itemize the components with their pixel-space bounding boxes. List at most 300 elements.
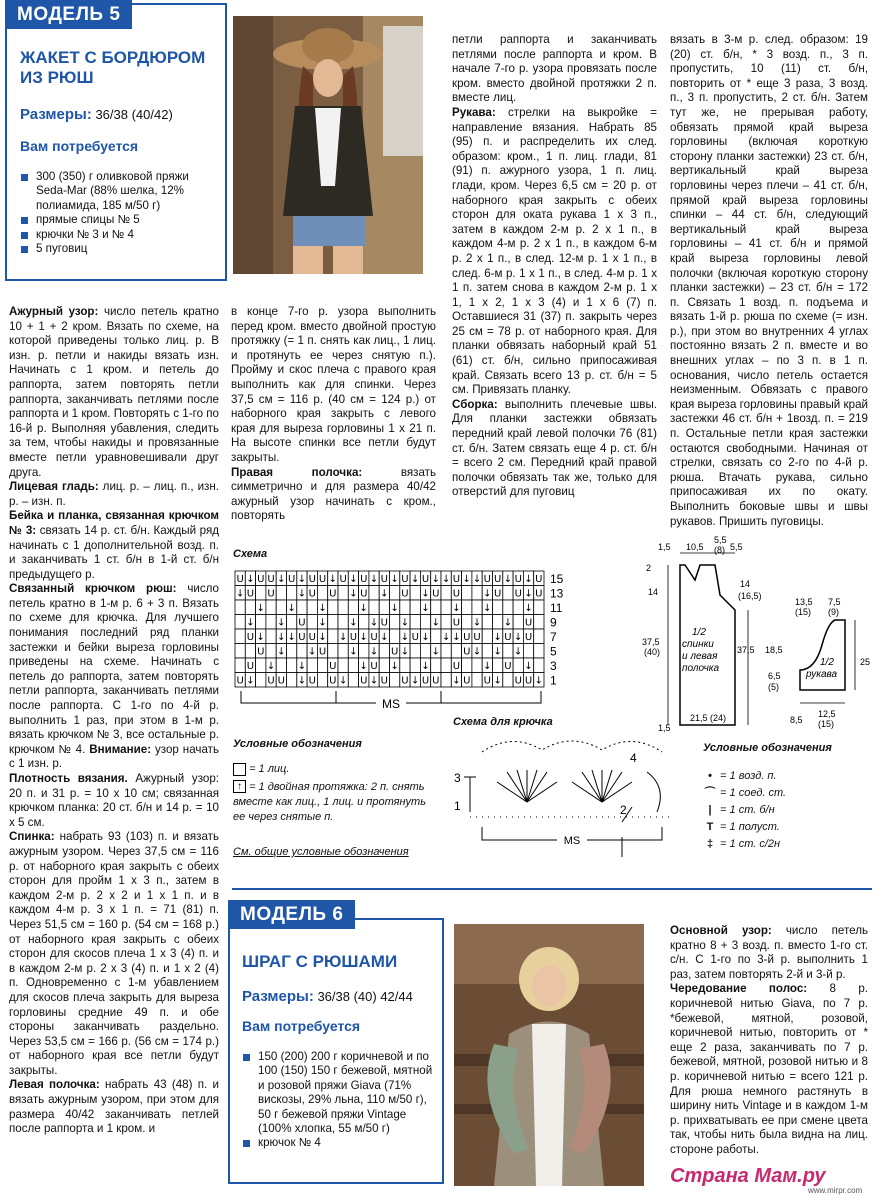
- dim-25: 25: [860, 657, 871, 667]
- chart-cell: [472, 600, 482, 615]
- chart-symbol: ↓: [246, 574, 255, 585]
- paragraph-heading: Плотность вязания.: [9, 772, 128, 785]
- chart-symbol: U: [473, 632, 481, 643]
- chart-cell: [441, 644, 451, 659]
- chart-cell: [462, 658, 472, 673]
- chart-symbol: U: [401, 588, 409, 600]
- chart-symbol: ↓: [503, 574, 513, 585]
- chart-cell: [317, 658, 327, 673]
- chart-cell: [482, 615, 492, 630]
- model5-text-column-4: вязать в 3-м р. след. образом: 19 (20) ст. б/н, * 3 возд. п., 3 п. пропустить, 10 (11) ст. б/н, повторить от * еще 3 раза, 3 возд. п., 3 п. пропустить, 2 ст. б/н. Затем тут же, не прерывая работу, обвязать прямой край выреза горловины (включая короткую сторону планки застежки) 23 ст. б/н, вертикальный край выреза горловины через плечи – 41 ст. б/н, прямой край выреза горловины спинки – 44 ст. б/н, следующий вертикальный край выреза горловины – 41 ст. б/н и прямой край выреза горловины левой полочки (включая короткую сторону планки застежки) – 23 ст. б/н = 172 п. Связать 1 возд. п. подъема и вязать 1-й р. рюша по схеме (= изн. р.), при этом во внутренних 4 углах постоянно вязать 2 п. вместе и во внешних углах – по 3 п. в 1 п. основания, число петель остается неизменным. Обвязать с правого края выреза горловины правый край застежки 46 ст. б/н + 1возд. п. = 219 п. Остальные петли края застежки остаются свободными. Начиная от стрелки, связать со 2-го по 4-й р. рюша. Втачать рукава, сильно припосаживая их по окату. Выполнить боковые швы и швы рукавов. Пришить пуговицы.: [670, 33, 868, 528]
- paragraph-heading: Левая полочка:: [9, 1078, 100, 1092]
- chart-symbol: ↓: [411, 574, 420, 585]
- model6-need-title: Вам потребуется: [242, 1018, 361, 1034]
- text-paragraph: [9, 305, 219, 480]
- chart-cell: [390, 629, 400, 644]
- chart-symbol: U: [246, 661, 255, 672]
- chart-symbol: ↓: [277, 646, 286, 658]
- chart-cell: [513, 600, 523, 615]
- chart-cell: [287, 586, 297, 601]
- legend2-text: = 1 соед. ст.: [717, 787, 787, 799]
- chart-symbol: ↓: [318, 603, 327, 614]
- chart-symbol: U: [257, 574, 265, 585]
- dim-2: 2: [646, 563, 652, 573]
- chart-symbol: U: [267, 574, 275, 585]
- chart-symbol: ↓: [503, 617, 513, 629]
- chart-symbol: U: [411, 632, 419, 643]
- dim-14-right: 14: [740, 579, 751, 589]
- model6-photo: [454, 924, 644, 1186]
- chart-row-number: 5: [550, 644, 557, 659]
- chart-cell: [276, 586, 286, 601]
- chart-symbol: U: [463, 646, 471, 658]
- chart-symbol: ↓: [369, 646, 379, 658]
- legend-decrease-text: = 1 двойная протяжка: 2 п. снять вместе как лиц., 1 лиц. и протянуть ее через снятые п.: [233, 781, 426, 823]
- chart-symbol: U: [370, 632, 378, 643]
- chart-cell: [503, 600, 513, 615]
- chart-symbol: ↓: [431, 574, 441, 585]
- chart-symbol: ↓: [308, 646, 317, 658]
- attention-text: узор начать с 1 изн. р.: [9, 742, 219, 771]
- chart-symbol: ↓: [452, 675, 461, 687]
- chart-symbol: ↓: [524, 588, 533, 600]
- chart-symbol: U: [308, 632, 316, 643]
- paragraph-text: число петель кратно в 1-м р. 6 + 3 п. Вязать по схеме для крючка. Для лучшего понимания последний ряд планки застежки и бейки выреза горловины приведены на схеме. Начинать с петель до раппорта, затем повторять петли раппорта, заканчивать петлями после раппорта. С 1-го по 4-й р. выполнить 1 раз, при этом в 1-м р. вязать крючком № 3, все остальные р. крючком № 4.: [9, 582, 219, 756]
- chart-cell: [256, 673, 266, 688]
- body-pattern-diagram: [640, 535, 770, 735]
- chart-symbol: ↓: [472, 574, 482, 585]
- chart-row-number: 9: [550, 615, 557, 630]
- chart-symbol: U: [463, 632, 471, 643]
- chart-cell: [235, 658, 245, 673]
- chart-symbol: U: [524, 617, 533, 629]
- legend2-text: = 1 полуст.: [717, 821, 780, 833]
- dim-14-left: 14: [648, 587, 659, 597]
- half-double-icon: T: [706, 821, 714, 833]
- chart-cell: [245, 600, 255, 615]
- chart-cell: [276, 600, 286, 615]
- chart-symbol: U: [277, 675, 286, 687]
- chart-symbol: U: [514, 588, 522, 600]
- chart-symbol: U: [308, 675, 316, 687]
- chart-symbol: U: [390, 646, 399, 658]
- chart-cell: [287, 658, 297, 673]
- material-item: 150 (200) 200 г коричневой и по 100 (150) 150 г бежевой, мятной и розовой пряжи Giava (71% вискозы, 29% льна, 110 м/50 г), 50 г бежевой пряжи Vintage (100% хлопка, 55 м/50 г): [242, 1050, 437, 1136]
- dim-5: (5): [768, 682, 779, 692]
- chart-cell: [400, 600, 410, 615]
- model6-title: ШРАГ С РЮШАМИ: [242, 952, 398, 971]
- chart-symbol: ↓: [338, 632, 348, 643]
- chart-symbol: ↓: [441, 574, 451, 585]
- model6-sizes: [242, 988, 413, 1005]
- chart-cell: [462, 600, 472, 615]
- sleeve-pattern-diagram: [760, 595, 880, 735]
- legend-knit: [233, 762, 433, 777]
- chart-symbol: ↓: [328, 574, 338, 585]
- chart-symbol: ↓: [277, 574, 286, 585]
- chart-symbol: U: [452, 588, 461, 600]
- chart-symbol: U: [298, 617, 306, 629]
- dim-15b: (15): [818, 719, 835, 729]
- chart-symbol: ↓: [421, 632, 430, 643]
- chart-cell: [338, 644, 348, 659]
- text-paragraph: [9, 582, 219, 772]
- paragraph-text: Ажурный узор: 20 п. и 31 р. = 10 х 10 см; связанная крючком планка: 20 ст. б/н и 14 р. = 10 х 5 см.: [9, 772, 219, 829]
- paragraph-text: число петель кратно 8 + 3 возд. п. вместо 1-го ст. с/н. С 1-го по 3-й р. выполнить 1 раз, затем повторять 2-й и 3-й р.: [670, 924, 868, 981]
- legend2-text: = 1 возд. п.: [717, 770, 777, 782]
- paragraph-text: набрать 93 (103) п. и вязать ажурным узором. Через 37,5 см = 116 р. от наборного края закрыть с обеих сторон для пройм 1 х 3 п., затем в каждом 2-м р. 2 х 2 и 1 х 1 п. и в каждом 4-м р. 3 х 1 п. = 71 (81) п. Через 51,5 см = 160 р. (54 см = 168 р.) от наборного края закрыть с обеих сторон для скосов плеча 1 х 3 (4) п. и в каждом 2-м р. 2 х 3 (4) п. и 1 х 2 (4) п. Одновременно с 1-м убавлением для скосов плеча закрыть для выреза горловины средние 49 п. и обе стороны заканчивать раздельно. Через 53,5 см = 166 р. (56 см = 174 р.) от наборного края все петли будут закрыты.: [9, 830, 219, 1077]
- material-item: прямые спицы № 5: [20, 213, 215, 227]
- paragraph-text: в конце 7-го р. узора выполнить перед кром. вместо двойной простую протяжку (= 1 п. снять как лиц., 1 лиц. и протянуть ее через снятую п.). Пройму и скос плеча с правого края выполнить как для спинки. Через 37,5 см = 116 р. (40 см = 124 р.) от наборного края закрыть с левого края для выреза горловины 1 х 21 п. На высоте спинки все петли будут закрыты.: [231, 305, 436, 464]
- chart-symbol: ↓: [266, 661, 276, 672]
- chart-symbol: ↓: [359, 632, 368, 643]
- dim-13-5: 13,5: [795, 597, 813, 607]
- dim-6-5: 6,5: [768, 671, 781, 681]
- chart-cell: [287, 644, 297, 659]
- chart-symbol: U: [349, 632, 358, 643]
- paragraph-text: вязать симметрично и для размера 40/42 ажурный узор начинать с кром., повторять: [231, 465, 436, 523]
- chart-symbol: ↓: [369, 574, 379, 585]
- dim-15: (15): [795, 607, 812, 617]
- chart-cell: [359, 615, 369, 630]
- text-paragraph: [670, 982, 868, 1157]
- chart-symbol: U: [483, 675, 492, 687]
- dim-8: (8): [714, 545, 725, 555]
- chart-symbol: U: [380, 675, 389, 687]
- chart-cell: [369, 586, 379, 601]
- chart-symbol: ↓: [421, 588, 430, 600]
- chart-cell: [523, 644, 533, 659]
- chart-cell: [503, 586, 513, 601]
- crochet-row-1: 1: [454, 799, 461, 813]
- chart-symbol: U: [504, 661, 512, 672]
- chart-cell: [534, 658, 544, 673]
- chart-symbol: U: [360, 675, 368, 687]
- paragraph-heading: Правая полочка:: [231, 465, 363, 479]
- chart-symbol: U: [452, 661, 461, 672]
- chart-symbol: ↓: [411, 675, 420, 687]
- chart-symbol: ↓: [483, 588, 492, 600]
- double-decrease-icon: ↑: [233, 780, 246, 793]
- chart-cell: [348, 600, 358, 615]
- chart-row-number: 1: [550, 673, 557, 688]
- chart-symbol: ↓: [256, 632, 265, 643]
- chart-ms-label: MS: [382, 697, 400, 711]
- chart-symbol: ↓: [534, 675, 544, 687]
- text-paragraph: [231, 466, 436, 524]
- text-paragraph: [452, 33, 657, 106]
- chart-symbol: ↓: [483, 661, 492, 672]
- paragraph-heading: Чередование полос:: [670, 982, 808, 996]
- chart-symbol: ↓: [524, 603, 533, 614]
- chart-symbol: U: [380, 617, 389, 629]
- chart-cell: [307, 600, 317, 615]
- sleeve-pattern-label: 1/2 рукава: [806, 657, 838, 680]
- chart-symbol: ↓: [431, 617, 441, 629]
- chart-row-number: 13: [550, 586, 564, 601]
- chart-symbol: ↓: [452, 603, 461, 614]
- legend2-text: = 1 ст. б/н: [717, 804, 775, 816]
- chart-symbol: U: [421, 574, 430, 585]
- chart-row-number: 11: [550, 601, 563, 615]
- chart-symbol: U: [298, 632, 306, 643]
- chart-symbol: U: [504, 632, 512, 643]
- chart-symbol: U: [308, 588, 316, 600]
- chart-symbol: U: [401, 574, 409, 585]
- chart-symbol: ↓: [246, 675, 255, 687]
- attention-label: Внимание:: [89, 742, 152, 756]
- chart-symbol: ↓: [483, 603, 492, 614]
- chart-symbol: ↓: [452, 632, 461, 643]
- model6-photo-illustration: [454, 924, 644, 1186]
- chart-cell: [338, 586, 348, 601]
- crochet-chart: [452, 732, 692, 862]
- chart-cell: [317, 673, 327, 688]
- chart-cell: [338, 615, 348, 630]
- dim-1-5-top: 1,5: [658, 542, 671, 552]
- svg-text:13,5 (15) 7,5 (9): [765, 597, 873, 729]
- chart-symbol: U: [514, 574, 522, 585]
- chart-cell: [338, 600, 348, 615]
- chart-cell: [276, 658, 286, 673]
- knit-symbol-icon: [233, 763, 246, 776]
- chart-symbol: ↓: [349, 617, 358, 629]
- paragraph-text: выполнить плечевые швы. Для планки застежки обвязать передний край левой полочки 76 (81) ст. б/н. Затем связать еще 4 р. ст. б/н = всего 2 см. Передний край правой полочки обвязать так же, только для отверстий для пуговиц: [452, 397, 657, 499]
- chart-cell: [235, 615, 245, 630]
- chart-symbol: ↓: [514, 646, 523, 658]
- chart-cell: [235, 644, 245, 659]
- model6-sizes-label: Размеры:: [242, 988, 314, 1005]
- chart-cell: [379, 644, 389, 659]
- scheme-label: Схема: [233, 548, 268, 560]
- legend2-item: [703, 802, 873, 819]
- model6-materials: [242, 1050, 437, 1151]
- material-item: крючки № 3 и № 4: [20, 228, 215, 242]
- legend2-item: [703, 768, 873, 785]
- chart-symbol: U: [514, 675, 522, 687]
- chart-cell: [379, 600, 389, 615]
- chart-symbol: ↓: [514, 632, 523, 643]
- chart-cell: [287, 615, 297, 630]
- chart-symbol: U: [463, 675, 471, 687]
- paragraph-text: набрать 43 (48) п. и вязать ажурным узором, при этом для размера 40/42 заканчивать петлей после раппорта и 1 кром. и: [9, 1078, 219, 1136]
- model5-title-line1: ЖАКЕТ С БОРДЮРОМ: [20, 48, 206, 67]
- chart-cell: [513, 615, 523, 630]
- chart-cell: [328, 629, 338, 644]
- chart-cell: [462, 586, 472, 601]
- chart-cell: [390, 673, 400, 688]
- knitting-chart: [231, 565, 571, 715]
- paragraph-heading: Ажурный узор:: [9, 305, 99, 318]
- chart-symbol: U: [257, 646, 265, 658]
- dim-21-5: 21,5 (24): [690, 713, 727, 723]
- chart-symbol: U: [339, 574, 347, 585]
- chart-symbol: U: [452, 617, 461, 629]
- chart-cell: [400, 658, 410, 673]
- chart-symbol: ↓: [287, 603, 296, 614]
- chart-cell: [297, 644, 307, 659]
- chart-cell: [482, 629, 492, 644]
- chart-cell: [534, 600, 544, 615]
- chart-symbol: ↓: [338, 675, 348, 687]
- chart-cell: [235, 600, 245, 615]
- chart-symbol: ↓: [297, 661, 307, 672]
- paragraph-text: стрелки на выкройке = направление вязания. Набрать 85 (95) п. и распределить их след. образом: кром., 1 п. лиц. глади, 81 (91) п. ажурного узора, 1 п. лиц. глади, кром. Через 6,5 см = 20 р. от наборного края закрыть с обеих сторон для оката рукава 1 х 3 п., затем в каждом 2-м р. 2 х 1 п., в каждом 4-м р. 2 х 1 п., в каждом 6-м р. 2 х 1 п., в след. 12-м р. 1 х 1 п., в след. 6-м р. 1 х 1 п., в след. 4-м р. 1 х 1 п. затем снова в каждом 2-м р. 1 х 1, 1 х 2, 1 х 3 (4) и 1 х 6 (7) п. Оставшиеся 31 (37) п. закрыть через 25 см = 78 р. от наборного края. Для планки обвязать наборный край 51 (61) ст. б/н, сильно припосаживая край. Связать всего 13 р. ст. б/н = 5 см. Привязать планку.: [452, 105, 657, 397]
- chart-symbol: U: [287, 574, 296, 585]
- chart-cell: [451, 644, 461, 659]
- chart-symbol: ↓: [421, 603, 430, 614]
- chart-symbol: ↓: [287, 632, 296, 643]
- watermark-logo: Страна Мам.ру: [670, 1165, 826, 1187]
- chart-symbol: ↓: [380, 588, 389, 600]
- chart-cell: [307, 658, 317, 673]
- dim-37-5-left: 37,5: [642, 637, 660, 647]
- chart-symbol: ↓: [462, 574, 471, 585]
- crochet-ms-label: MS: [563, 835, 581, 847]
- paragraph-text: 8 р. коричневой нитью Giava, по 7 р. *бежевой, мятной, розовой, коричневой нитью, повторить от * еще 2 раза, заканчивать по 7 р. бежевой, мятной, розовой нитью и 8 р. коричневой нитью = всего 121 р. Для рюша немного растянуть в ширину нить Vintage и в каждом 1-м р. прихватывать ее при смене цвета так, чтобы нить была видна на лиц. стороне работы.: [670, 982, 868, 1156]
- chart-symbol: U: [246, 632, 255, 643]
- paragraph-heading: Спинка:: [9, 830, 55, 844]
- chart-symbol: ↓: [400, 646, 410, 658]
- chart-cell: [431, 658, 441, 673]
- paragraph-text: число петель кратно 10 + 1 + 2 кром. Вязать по схеме, на которой приведены только лиц. р. В изн. р. петли и накиды вязать изн. Начинать с 1 кром. и петель до раппорта, затем повторять петли раппорта, заканчивать петлями после раппорта и 1 кром. Повторять с 1-го по 16-й р. Выполняя убавления, следить за тем, чтобы накиды и провязанные вместе петли уравновешивали друг друга.: [9, 305, 219, 479]
- chart-symbol: ↓: [277, 617, 286, 629]
- text-paragraph: [9, 509, 219, 582]
- legend-title: Условные обозначения: [233, 738, 362, 750]
- model5-sizes: [20, 106, 173, 123]
- chart-symbol: ↓: [493, 675, 502, 687]
- chart-cell: [472, 586, 482, 601]
- paragraph-heading: Рукава:: [452, 105, 496, 119]
- model5-title-line2: ИЗ РЮШ: [20, 68, 94, 87]
- chart-cell: [266, 600, 276, 615]
- chart-cell: [256, 586, 266, 601]
- paragraph-heading: Сборка:: [452, 397, 498, 411]
- chart-symbol: U: [493, 588, 502, 600]
- legend2-text: = 1 ст. с/2н: [717, 838, 781, 850]
- chart-symbol: ↓: [277, 632, 286, 643]
- chart-cell: [472, 658, 482, 673]
- chart-cell: [534, 644, 544, 659]
- model6-text-column: [670, 924, 868, 1158]
- body-pattern-label: 1/2 спинки и левая полочка: [682, 627, 720, 674]
- model5-text-column-3: [452, 33, 657, 500]
- dim-5-5b: 5,5: [730, 542, 743, 552]
- chart-symbol: ↓: [369, 675, 379, 687]
- text-paragraph: [9, 1078, 219, 1136]
- chart-cell: [472, 673, 482, 688]
- model5-photo: [233, 16, 423, 274]
- chart-symbol: U: [318, 646, 327, 658]
- chart-symbol: ↓: [400, 632, 410, 643]
- chart-cell: [338, 658, 348, 673]
- chart-symbol: U: [452, 574, 461, 585]
- chart-cell: [348, 658, 358, 673]
- chart-symbol: ↓: [256, 603, 265, 614]
- chart-symbol: U: [236, 574, 244, 585]
- slip-stitch-icon: ⌒: [704, 787, 716, 799]
- chart-symbol: U: [524, 632, 533, 643]
- dim-40: (40): [644, 647, 661, 657]
- crochet-row-2: 2: [620, 803, 627, 817]
- text-paragraph: [231, 305, 436, 466]
- chart-row-number: 7: [550, 630, 557, 644]
- chart-cell: [534, 615, 544, 630]
- chart-symbol: ↓: [524, 661, 533, 672]
- chart-symbol: U: [267, 588, 275, 600]
- chart-cell: [266, 629, 276, 644]
- chart-symbol: U: [360, 588, 368, 600]
- model5-materials: [20, 170, 215, 256]
- chain-icon: •: [708, 770, 712, 782]
- material-item: 300 (350) г оливковой пряжи Seda-Mar (88% шелка, 12% полиамида, 185 м/50 г): [20, 170, 215, 213]
- chart-row-number: 3: [550, 659, 557, 673]
- chart-cell: [317, 586, 327, 601]
- chart-cell: [431, 600, 441, 615]
- chart-cell: [462, 615, 472, 630]
- legend2-title: Условные обозначения: [703, 742, 832, 754]
- model6-banner: МОДЕЛЬ 6: [228, 900, 355, 929]
- chart-cell: [431, 629, 441, 644]
- dim-8-5: 8,5: [790, 715, 803, 725]
- legend2-item: [703, 836, 873, 853]
- chart-cell: [420, 644, 430, 659]
- paragraph-text: лиц. р. – лиц. п., изн. р. – изн. п.: [9, 480, 219, 508]
- dim-9: (9): [828, 607, 839, 617]
- chart-symbol: U: [318, 574, 327, 585]
- dim-1-5-bottom: 1,5: [658, 723, 671, 733]
- text-paragraph: [9, 830, 219, 1078]
- chart-symbol: ↓: [390, 574, 399, 585]
- chart-cell: [410, 600, 420, 615]
- chart-symbol: U: [535, 588, 543, 600]
- chart-cell: [297, 600, 307, 615]
- section-divider: [232, 888, 872, 890]
- model5-title: [20, 48, 205, 88]
- chart-cell: [328, 600, 338, 615]
- legend-knit-text: = 1 лиц.: [249, 763, 290, 775]
- text-paragraph: [9, 772, 219, 830]
- text-paragraph: [670, 924, 868, 982]
- chart-symbol: ↓: [359, 661, 368, 672]
- chart-cell: [390, 615, 400, 630]
- chart-symbol: ↓: [297, 588, 307, 600]
- dim-7-5: 7,5: [828, 597, 841, 607]
- legend-link: См. общие условные обозначения: [233, 846, 409, 858]
- chart-symbol: U: [401, 675, 409, 687]
- chart-cell: [328, 644, 338, 659]
- chart-symbol: ↓: [421, 661, 430, 672]
- chart-cell: [379, 658, 389, 673]
- chart-symbol: ↓: [390, 603, 399, 614]
- chart-row-number: 15: [550, 572, 564, 586]
- chart-cell: [441, 600, 451, 615]
- chart-symbol: ↓: [359, 603, 368, 614]
- legend2-item: [703, 785, 873, 802]
- model5-sizes-label: Размеры:: [20, 106, 92, 123]
- paragraph-heading: Связанный крючком рюш:: [9, 582, 177, 596]
- chart-symbol: U: [421, 675, 430, 687]
- double-treble-icon: ‡: [706, 838, 714, 850]
- dim-16-5: (16,5): [738, 591, 762, 601]
- model6-sizes-value: 36/38 (40) 42/44: [317, 989, 413, 1004]
- chart-symbol: U: [535, 574, 543, 585]
- chart-cell: [513, 658, 523, 673]
- paragraph-heading: Основной узор:: [670, 924, 772, 937]
- crochet-row-4: 4: [630, 751, 637, 765]
- chart-symbol: ↓: [349, 646, 358, 658]
- material-item: крючок № 4: [242, 1136, 437, 1150]
